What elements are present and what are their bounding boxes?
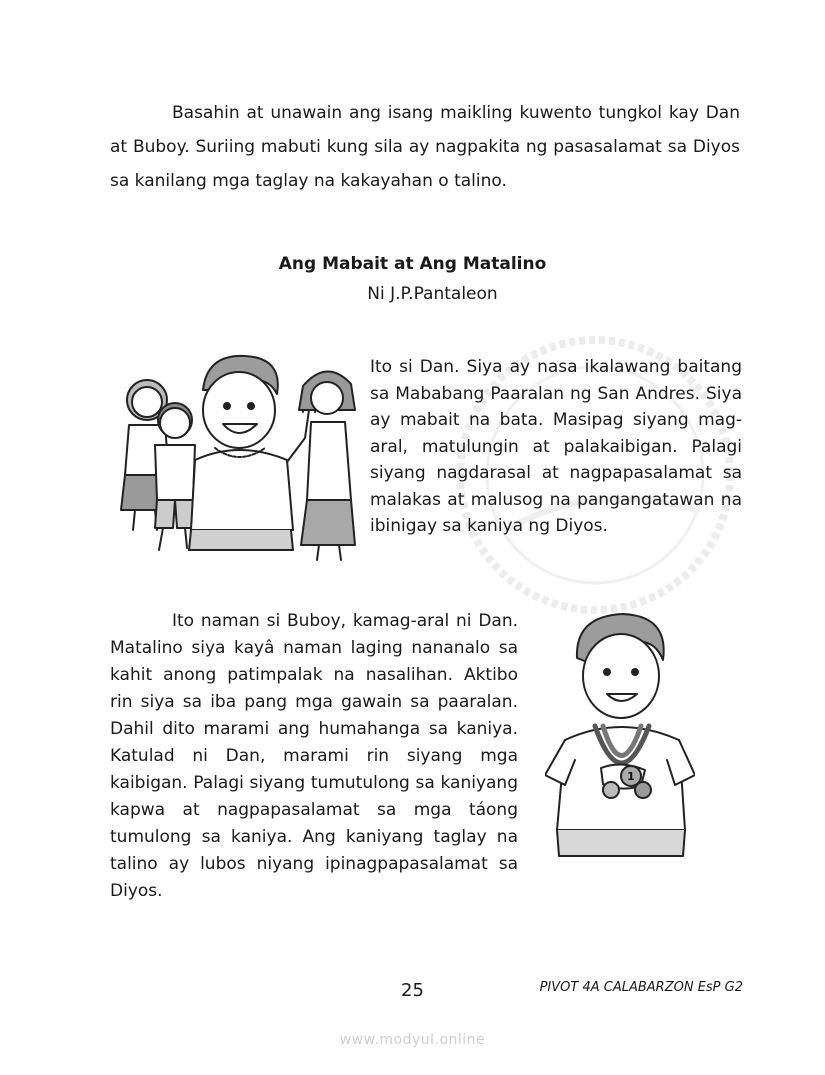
dan-paragraph: Ito si Dan. Siya ay nasa ikalawang baitang sa Mababang Paaralan ng San Andres. Siya ay mabait na bata. Masipag siyang mag-aral, matulungin at palakaibigan. Palagi siyang nagdarasal at nagpapasalamat sa malakas at malusog na pangangatawan na ibinigay sa kaniya ng Diyos.	[370, 357, 742, 536]
page-number: 25	[401, 980, 424, 1001]
buboy-with-medals-illustration	[545, 610, 695, 860]
site-watermark: www.modyul.online	[339, 1032, 486, 1048]
intro-paragraph: Basahin at unawain ang isang maikling kuwento tungkol kay Dan at Buboy. Suriing mabuti kung sila ay nagpakita ng pasasalamat sa Diyos sa kanilang mga taglay na kakayahan o talino.	[110, 103, 740, 191]
module-code: PIVOT 4A CALABARZON EsP G2	[539, 980, 743, 995]
story-title: Ang Mabait at Ang Matalino	[278, 254, 547, 274]
story-author: Ni J.P.Pantaleon	[367, 284, 498, 304]
medal-number: 1	[627, 770, 635, 783]
buboy-paragraph: Ito naman si Buboy, kamag-aral ni Dan. Matalino siya kayâ naman laging nananalo sa kahit anong patimpalak na nasalihan. Aktibo rin siya sa iba pang mga gawain sa paaralan. Dahil dito marami ang humahanga sa kaniya. Katulad ni Dan, marami rin siyang mga kaibigan. Palagi siyang tumutulong sa kaniyang kapwa at nagpapasalamat sa mga táong tumulong sa kaniya. Ang kaniyang taglay na talino ay lubos niyang ipinagpapasalamat sa Diyos.	[110, 611, 518, 901]
dan-with-classmates-illustration	[115, 350, 365, 565]
